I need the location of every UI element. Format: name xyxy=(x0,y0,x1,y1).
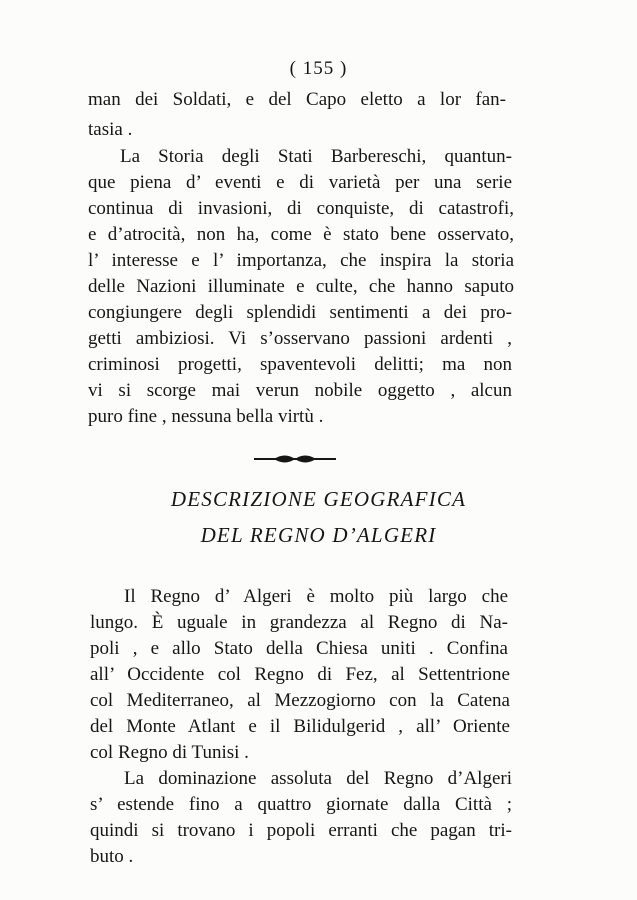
section-heading-line2: DEL REGNO D’ALGERI xyxy=(200,523,437,547)
text-line: man dei Soldati, e del Capo eletto a lor fan- xyxy=(88,89,506,110)
text-line: l’ interesse e l’ importanza, che inspira la storia xyxy=(88,250,514,271)
ornament-divider-icon xyxy=(254,452,336,466)
text-line: La dominazione assoluta del Regno d’Algeri xyxy=(124,768,512,789)
text-line: Il Regno d’ Algeri è molto più largo che xyxy=(124,586,508,607)
text-line: getti ambiziosi. Vi s’osservano passioni ardenti , xyxy=(88,328,512,349)
text-line: tasia . xyxy=(88,119,133,140)
text-line: lungo. È uguale in grandezza al Regno di Na- xyxy=(90,612,508,633)
text-line: col Regno di Tunisi . xyxy=(90,742,249,763)
page-number: ( 155 ) xyxy=(289,58,348,79)
text-line: puro fine , nessuna bella virtù . xyxy=(88,406,324,427)
text-line: e d’atrocità, non ha, come è stato bene osservato, xyxy=(88,224,514,245)
text-line: continua di invasioni, di conquiste, di catastrofi, xyxy=(88,198,514,219)
text-line: all’ Occidente col Regno di Fez, al Settentrione xyxy=(90,664,510,685)
text-line: delle Nazioni illuminate e culte, che hanno saputo xyxy=(88,276,514,297)
text-line: La Storia degli Stati Barbereschi, quantun- xyxy=(120,146,512,167)
text-line: quindi si trovano i popoli erranti che pagan tri- xyxy=(90,820,512,841)
text-line: criminosi progetti, spaventevoli delitti; ma non xyxy=(88,354,512,375)
text-line: col Mediterraneo, al Mezzogiorno con la Catena xyxy=(90,690,510,711)
text-line: vi si scorge mai verun nobile oggetto , alcun xyxy=(88,380,512,401)
section-heading-line1: DESCRIZIONE GEOGRAFICA xyxy=(170,487,467,511)
text-line: que piena d’ eventi e di varietà per una serie xyxy=(88,172,512,193)
text-line: congiungere degli splendidi sentimenti a dei pro- xyxy=(88,302,512,323)
text-line: s’ estende fino a quattro giornate dalla Città ; xyxy=(90,794,512,815)
text-line: poli , e allo Stato della Chiesa uniti . Confina xyxy=(90,638,508,659)
text-line: buto . xyxy=(90,846,134,867)
text-line: del Monte Atlant e il Bilidulgerid , all’ Oriente xyxy=(90,716,510,737)
